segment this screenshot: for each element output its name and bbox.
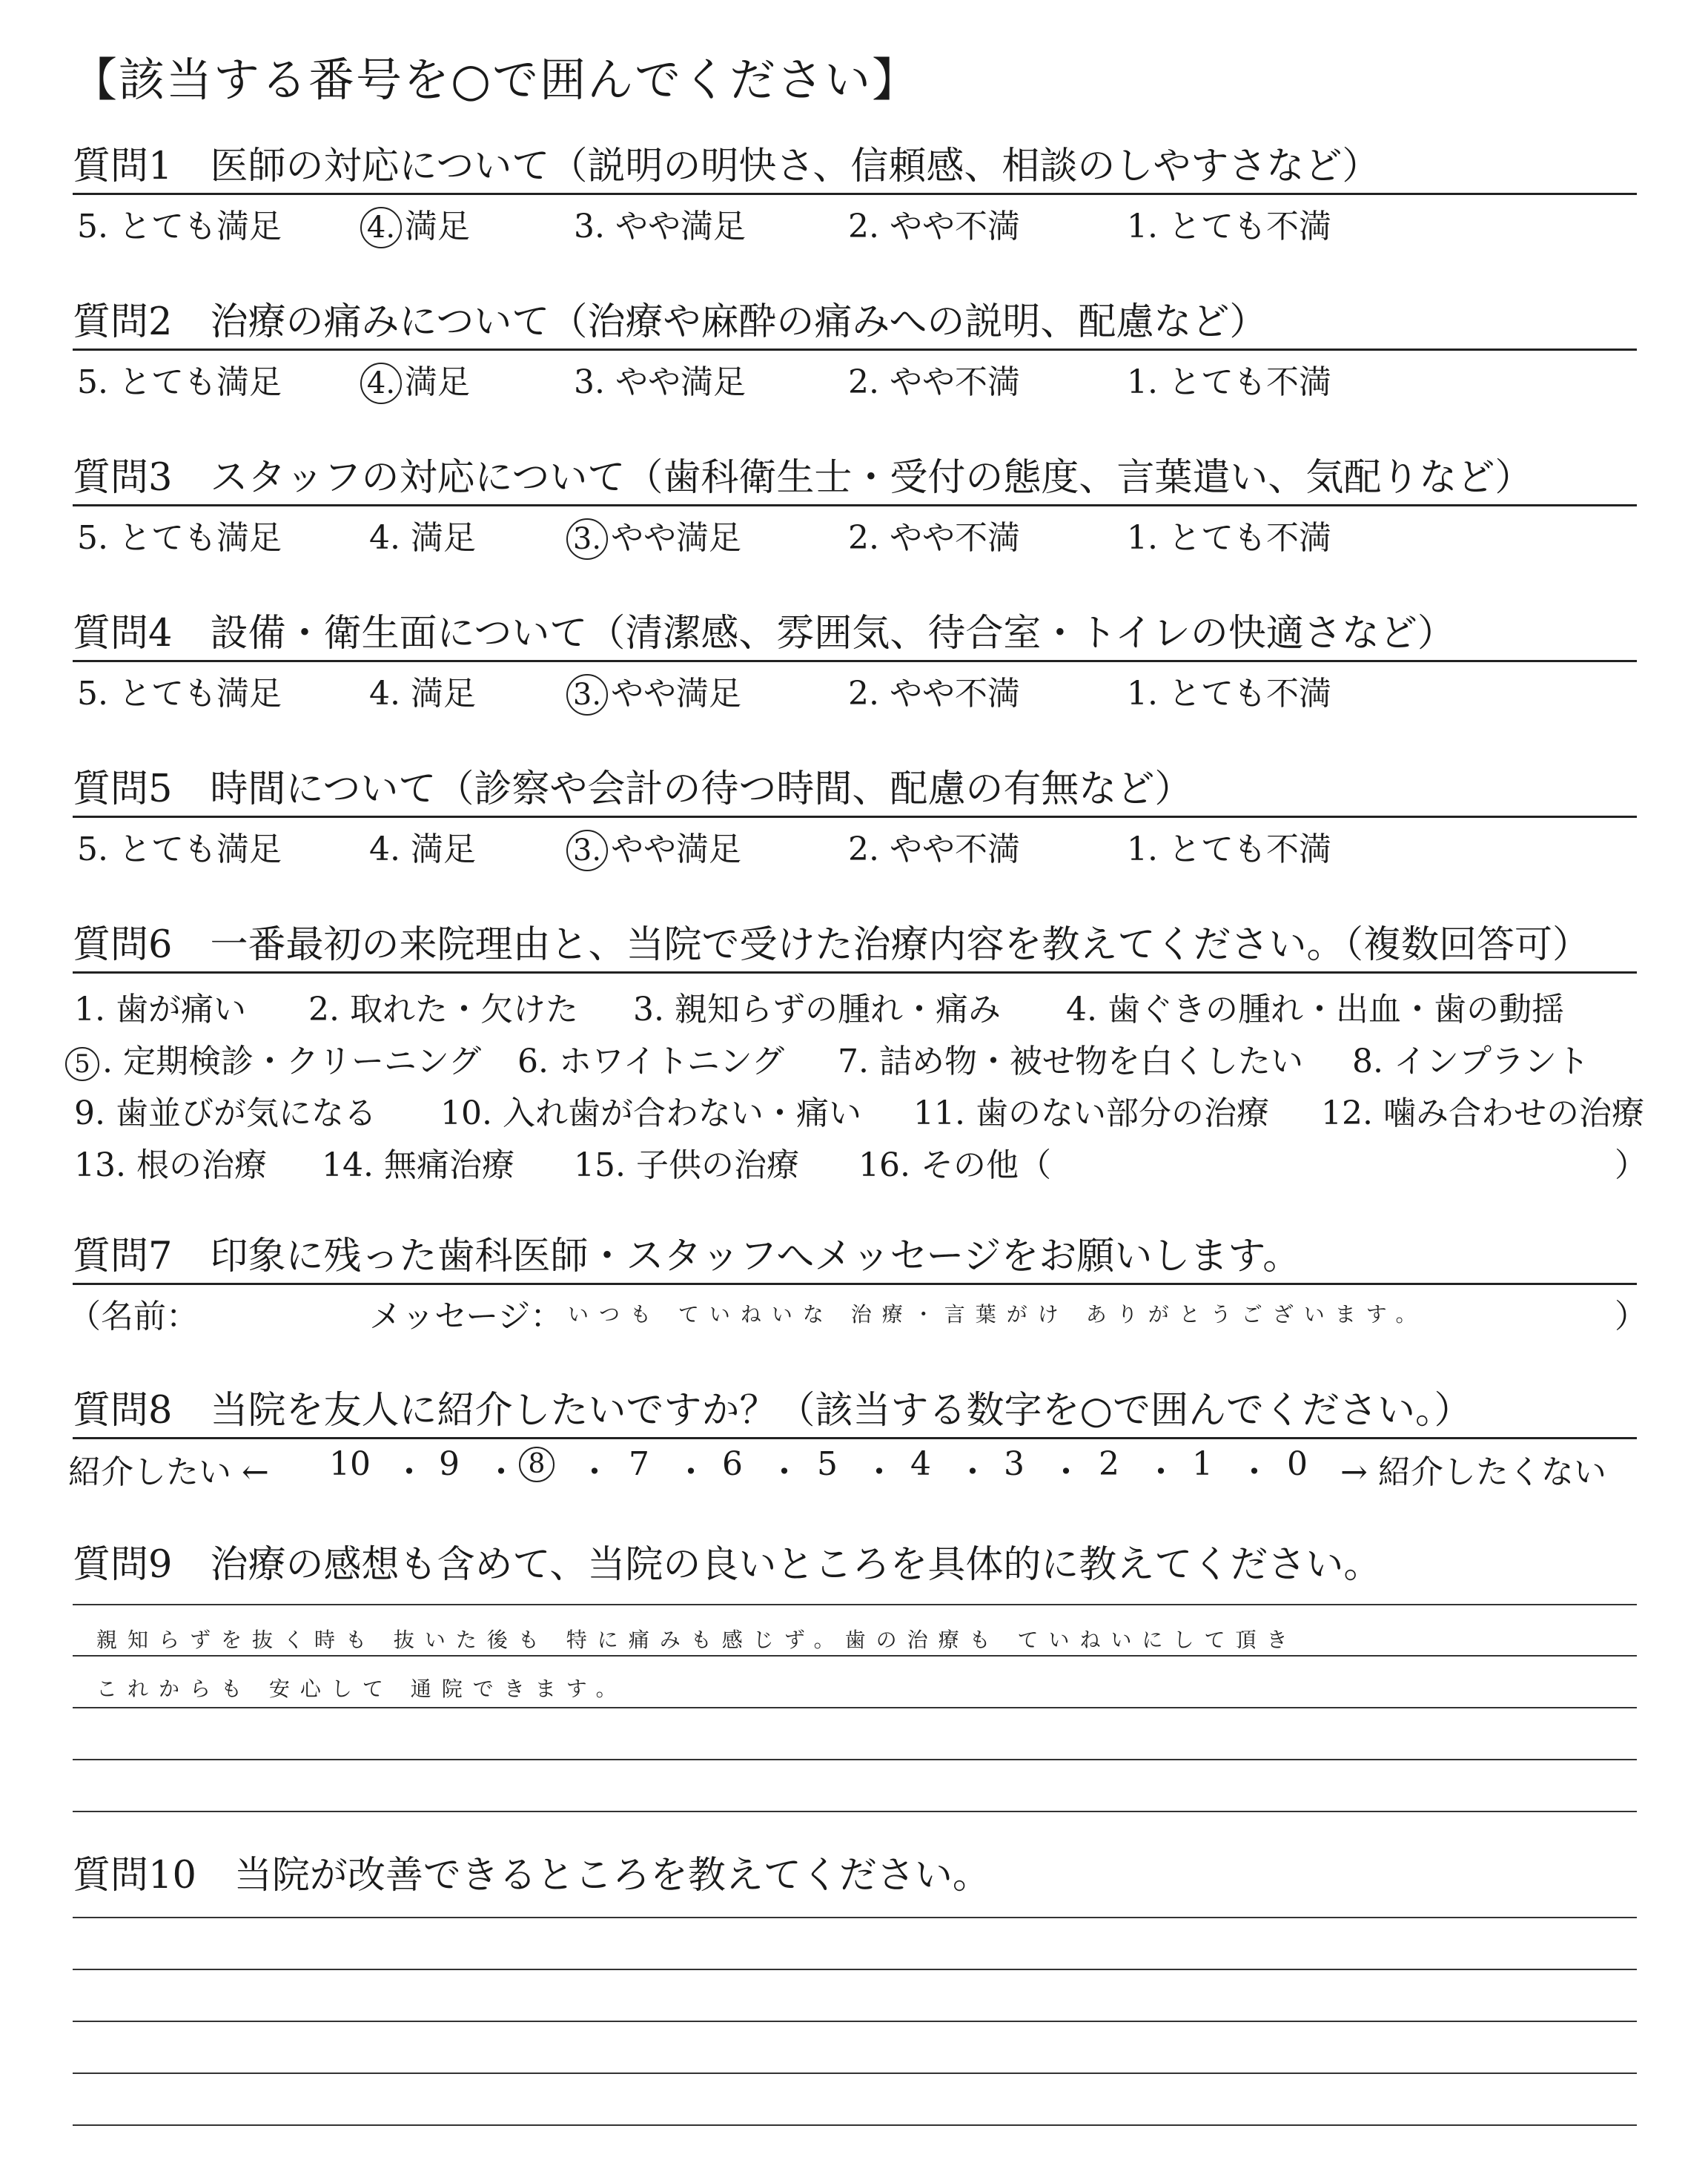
question-5 — [73, 764, 1637, 870]
answer-line — [73, 1917, 1637, 1918]
answer-line — [73, 2021, 1637, 2022]
question-6 — [73, 919, 1647, 1189]
question-9 — [73, 1539, 1637, 1591]
scale-right-label: → 紹介したくない — [1340, 1453, 1606, 1491]
reason-option[interactable]: 7. 詰め物・被せ物を白くしたい — [838, 1043, 1303, 1080]
option-5[interactable]: 5. とても満足 — [77, 830, 282, 868]
option-5[interactable]: 5. とても満足 — [77, 519, 282, 557]
option-3-selected[interactable]: 3. やや満足 — [566, 511, 741, 560]
reason-option[interactable]: 9. 歯並びが気になる — [74, 1094, 377, 1132]
question-title: 質問9 治療の感想も含めて、当院の良いところを具体的に教えてください。 — [73, 1543, 1382, 1587]
option-3[interactable]: 3. やや満足 — [574, 363, 746, 401]
handwritten-answer-line-1[interactable]: 親知らずを抜く時も 抜いた後も 特に痛みも感じず。歯の治療も ていねいにして頂き — [96, 1628, 1298, 1652]
question-3 — [73, 452, 1637, 558]
question-1 — [73, 141, 1637, 247]
reason-option[interactable]: 1. 歯が痛い — [74, 991, 246, 1028]
option-5[interactable]: 5. とても満足 — [77, 363, 282, 401]
scale-dot: ・ — [863, 1453, 896, 1491]
scale-number[interactable]: 0 — [1287, 1445, 1308, 1483]
option-1[interactable]: 1. とても不満 — [1127, 675, 1331, 713]
question-title: 質問6 一番最初の来院理由と、当院で受けた治療内容を教えてください。（複数回答可） — [73, 923, 1590, 967]
reason-option-other[interactable]: 16. その他（ — [858, 1146, 1051, 1184]
reason-option[interactable]: 6. ホワイトニング — [517, 1043, 785, 1080]
option-4[interactable]: 4. 満足 — [369, 830, 476, 868]
reason-option[interactable]: 11. 歯のない部分の治療 — [913, 1094, 1269, 1132]
answer-line — [73, 1759, 1637, 1760]
option-3-selected[interactable]: 3. やや満足 — [566, 667, 741, 716]
option-4[interactable]: 4. 満足 — [369, 675, 476, 713]
scale-number[interactable]: 5 — [817, 1445, 838, 1483]
scale-dot: ・ — [956, 1453, 989, 1491]
option-2[interactable]: 2. やや不満 — [848, 363, 1020, 401]
reason-option[interactable]: 13. 根の治療 — [74, 1146, 267, 1184]
answer-line — [73, 1811, 1637, 1812]
scale-number[interactable]: 10 — [329, 1445, 371, 1483]
scale-dot: ・ — [768, 1453, 801, 1491]
other-close-paren: ） — [1615, 1146, 1647, 1184]
rating-options — [73, 506, 1637, 558]
option-1[interactable]: 1. とても不満 — [1127, 363, 1331, 401]
answer-line — [73, 1655, 1637, 1657]
handwritten-answer-line-2[interactable]: これからも 安心して 通院できます。 — [96, 1677, 627, 1701]
selection-circle: 3. — [566, 518, 608, 560]
rating-options — [73, 195, 1637, 247]
scale-dot: ・ — [485, 1453, 517, 1491]
scale-dot: ・ — [393, 1453, 426, 1491]
reason-option[interactable]: 3. 親知らずの腫れ・痛み — [633, 991, 1001, 1028]
scale-dot: ・ — [1050, 1453, 1082, 1491]
question-title: 質問1 医師の対応について（説明の明快さ、信頼感、相談のしやすさなど） — [73, 145, 1380, 188]
scale-left-label: 紹介したい ← — [68, 1453, 269, 1491]
answer-line — [73, 2073, 1637, 2074]
scale-number[interactable]: 9 — [439, 1445, 460, 1483]
option-2[interactable]: 2. やや不満 — [848, 675, 1020, 713]
scale-dot: ・ — [578, 1453, 611, 1491]
rating-options — [73, 662, 1637, 714]
question-title: 質問10 当院が改善できるところを教えてください。 — [73, 1854, 990, 1898]
message-label: メッセージ： — [369, 1298, 563, 1335]
option-4-selected[interactable]: 4. 満足 — [360, 355, 470, 404]
question-title: 質問4 設備・衛生面について（清潔感、雰囲気、待合室・トイレの快適さなど） — [73, 612, 1455, 655]
question-10 — [73, 1850, 1637, 1902]
question-title: 質問3 スタッフの対応について（歯科衛生士・受付の態度、言葉遣い、気配りなど） — [73, 456, 1533, 500]
question-8 — [68, 1385, 1637, 1491]
option-1[interactable]: 1. とても不満 — [1127, 208, 1331, 245]
option-4-selected[interactable]: 4. 満足 — [360, 199, 470, 248]
message-close-paren: ） — [1615, 1298, 1647, 1335]
answer-line — [73, 2124, 1637, 2126]
scale-number[interactable]: 6 — [722, 1445, 743, 1483]
scale-dot: ・ — [1145, 1453, 1177, 1491]
answer-line — [73, 1707, 1637, 1708]
message-row — [68, 1285, 1647, 1337]
scale-number[interactable]: 1 — [1192, 1445, 1213, 1483]
reason-option[interactable]: 8. インプラント — [1352, 1043, 1589, 1080]
scale-number[interactable]: 2 — [1099, 1445, 1119, 1483]
reason-option[interactable]: 4. 歯ぐきの腫れ・出血・歯の動揺 — [1066, 991, 1564, 1028]
question-4 — [73, 608, 1637, 714]
option-5[interactable]: 5. とても満足 — [77, 208, 282, 245]
reason-options — [73, 974, 1647, 1189]
selection-circle: 8 — [519, 1447, 555, 1482]
question-title: 質問8 当院を友人に紹介したいですか？（該当する数字を○で囲んでください。） — [73, 1389, 1472, 1433]
recommend-scale — [68, 1439, 1637, 1491]
selection-circle: 4. — [360, 207, 402, 248]
rating-options — [73, 351, 1637, 403]
option-2[interactable]: 2. やや不満 — [848, 208, 1020, 245]
reason-option[interactable]: 2. 取れた・欠けた — [308, 991, 578, 1028]
selection-circle: 3. — [566, 674, 608, 716]
reason-option[interactable]: 15. 子供の治療 — [574, 1146, 799, 1184]
option-1[interactable]: 1. とても不満 — [1127, 830, 1331, 868]
name-label: （名前： — [68, 1298, 199, 1335]
scale-dot: ・ — [675, 1453, 707, 1491]
option-2[interactable]: 2. やや不満 — [848, 519, 1020, 557]
answer-line — [73, 1969, 1637, 1970]
handwritten-message[interactable]: いつも ていねいな 治療・言葉がけ ありがとうございます。 — [568, 1302, 1427, 1327]
option-5[interactable]: 5. とても満足 — [77, 675, 282, 713]
option-1[interactable]: 1. とても不満 — [1127, 519, 1331, 557]
question-7 — [68, 1231, 1647, 1337]
selection-circle: 4. — [360, 363, 402, 404]
question-title: 質問5 時間について（診察や会計の待つ時間、配慮の有無など） — [73, 767, 1193, 811]
page-title: 【該当する番号を○で囲んでください】 — [71, 53, 920, 107]
option-3-selected[interactable]: 3. やや満足 — [566, 822, 741, 871]
question-2 — [73, 297, 1637, 403]
question-title: 質問7 印象に残った歯科医師・スタッフへメッセージをお願いします。 — [73, 1235, 1301, 1278]
answer-line — [73, 1604, 1637, 1605]
question-title: 質問2 治療の痛みについて（治療や麻酔の痛みへの説明、配慮など） — [73, 300, 1268, 344]
reason-option-5-selected[interactable]: 5 . 定期検診・クリーニング — [65, 1034, 481, 1082]
scale-number[interactable]: 4 — [910, 1445, 931, 1483]
reason-option[interactable]: 14. 無痛治療 — [322, 1146, 514, 1184]
reason-option[interactable]: 12. 噛み合わせの治療 — [1321, 1094, 1644, 1132]
rating-options — [73, 818, 1637, 870]
option-3[interactable]: 3. やや満足 — [574, 208, 746, 245]
scale-number[interactable]: 3 — [1004, 1445, 1025, 1483]
reason-option[interactable]: 10. 入れ歯が合わない・痛い — [440, 1094, 861, 1132]
option-4[interactable]: 4. 満足 — [369, 519, 476, 557]
option-2[interactable]: 2. やや不満 — [848, 830, 1020, 868]
scale-dot: ・ — [1238, 1453, 1271, 1491]
selection-circle: 5 — [65, 1047, 99, 1081]
scale-number[interactable]: 7 — [629, 1445, 649, 1483]
selection-circle: 3. — [566, 830, 608, 871]
